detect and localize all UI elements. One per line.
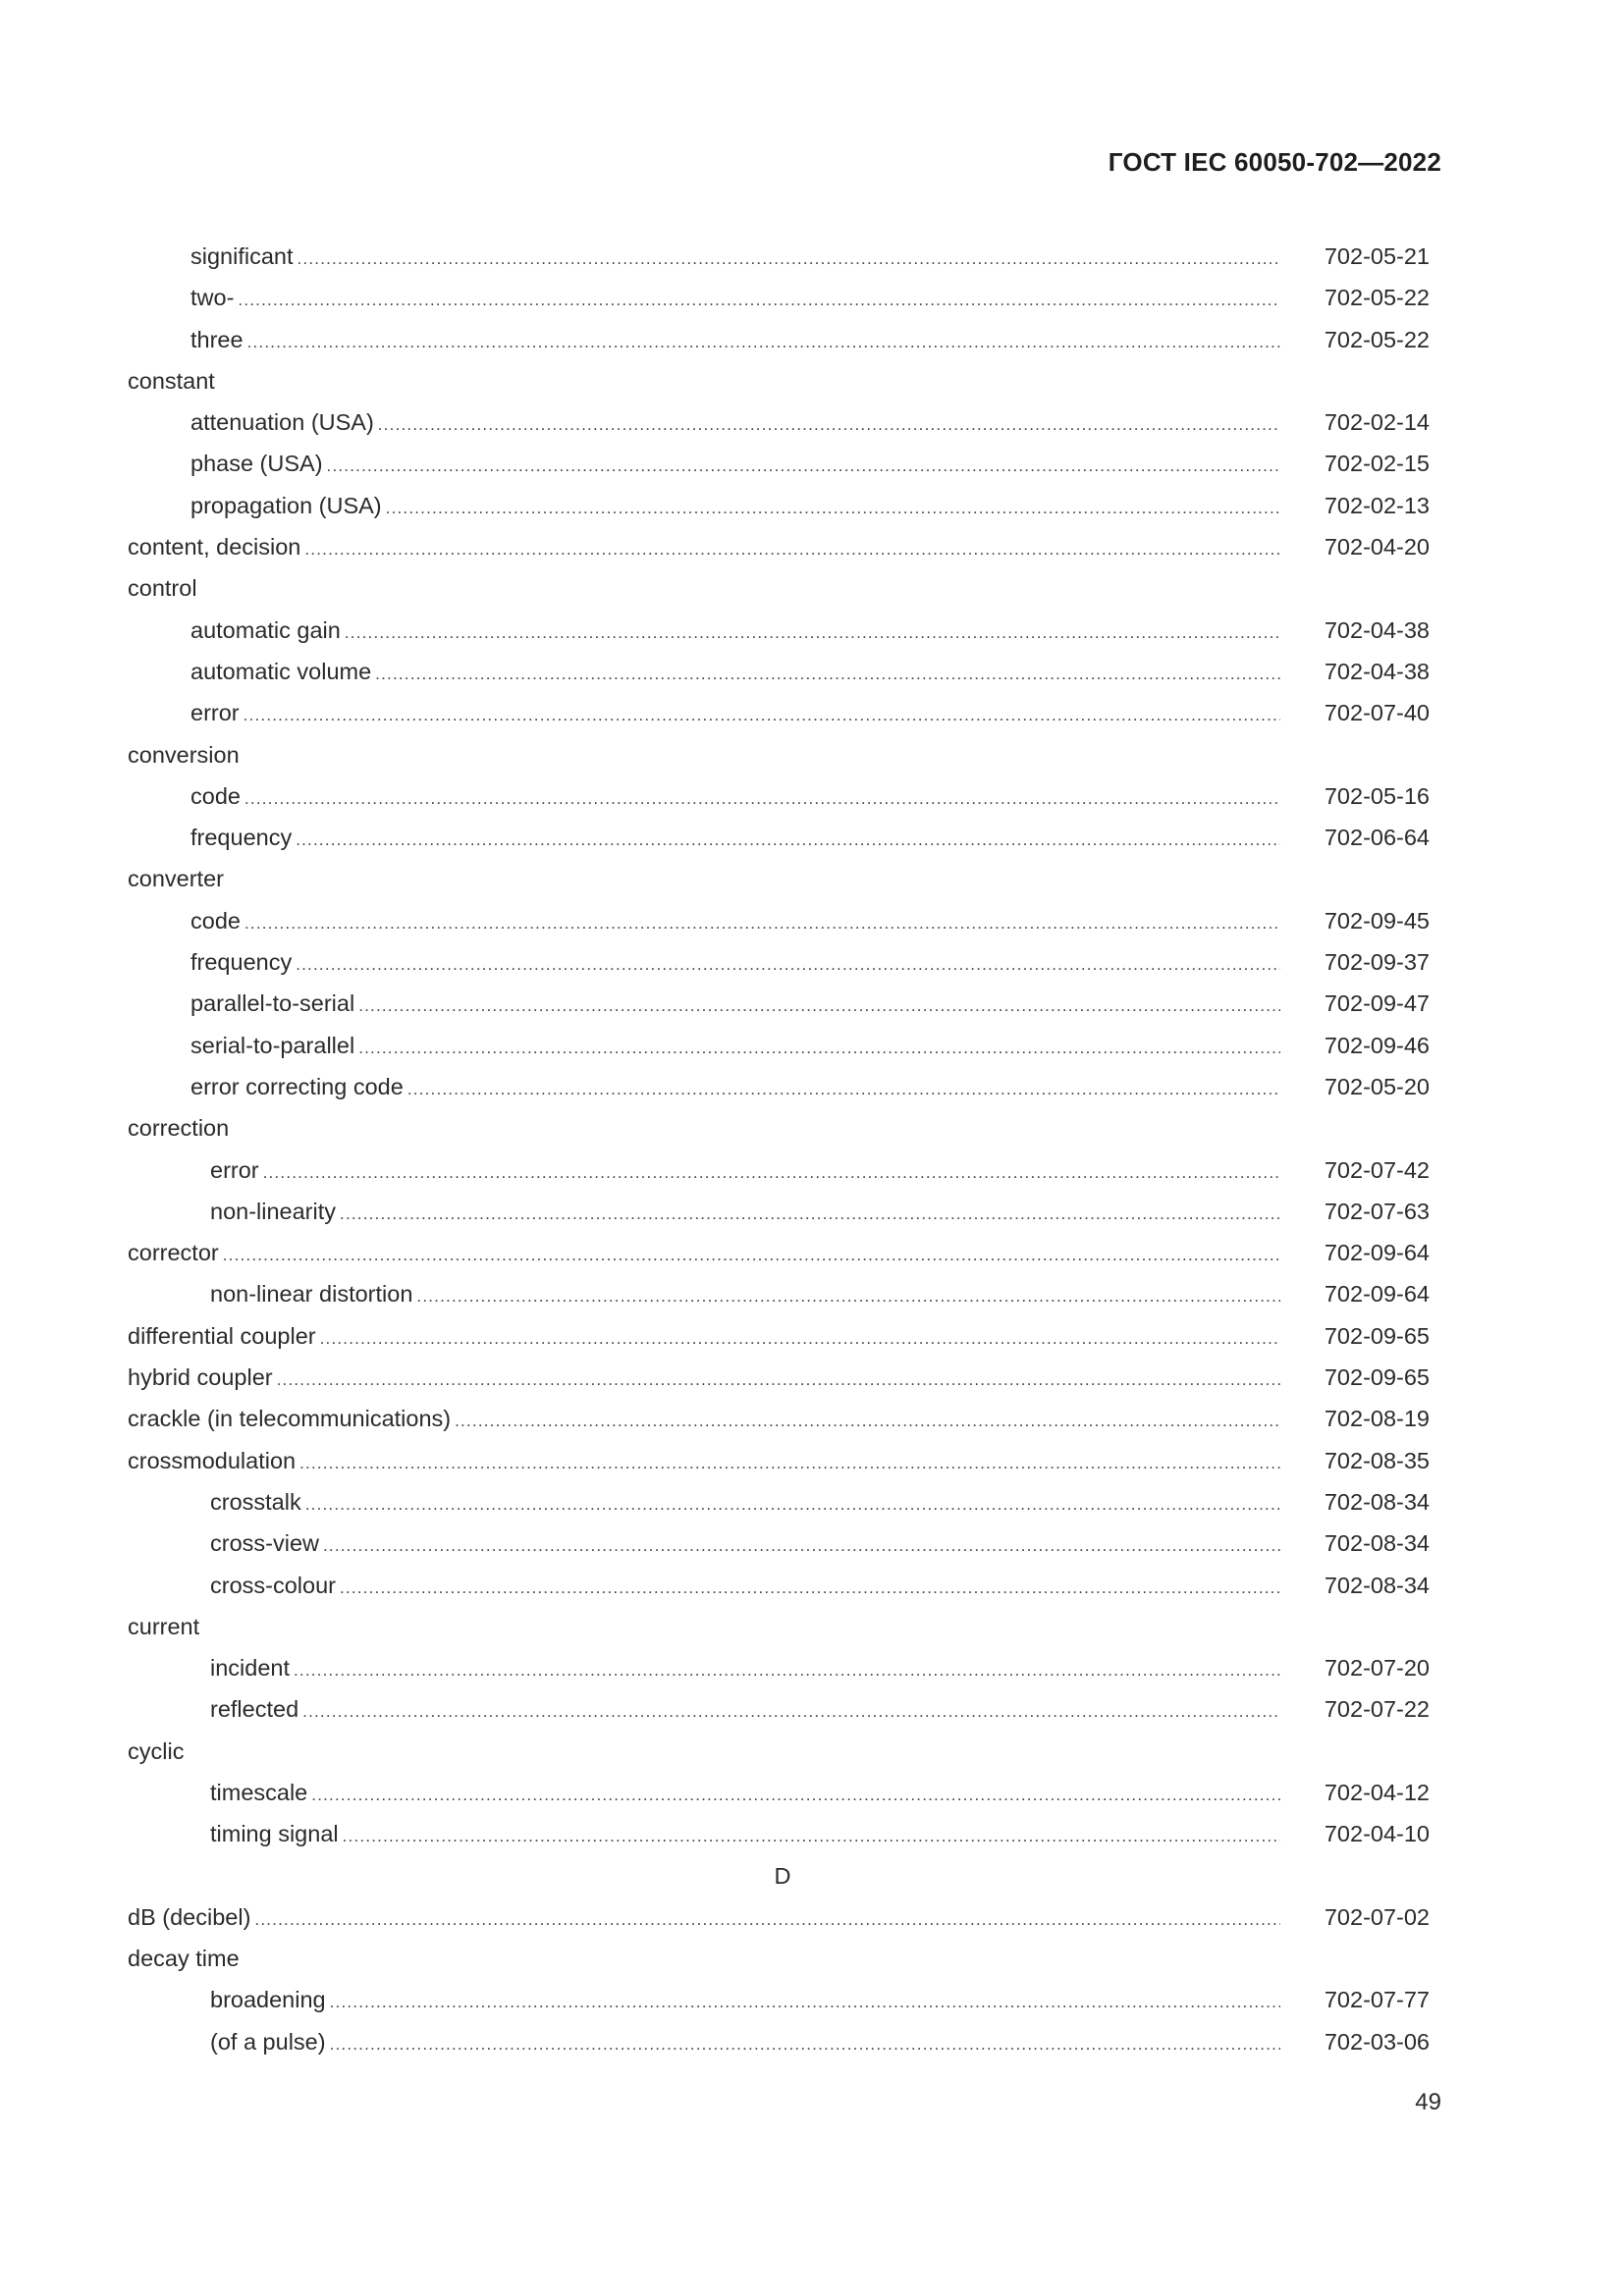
section-letter-label: D (774, 1862, 791, 1889)
section-letter (128, 1855, 1437, 1896)
index-term: frequency (190, 825, 293, 851)
dot-leader (296, 1443, 1280, 1484)
dot-leader (371, 654, 1280, 695)
index-reference: 702-07-20 (1324, 1655, 1430, 1682)
index-term: correction (128, 1115, 230, 1142)
index-entry (128, 1481, 1437, 1522)
index-term: parallel-to-serial (190, 990, 355, 1017)
dot-leader (404, 1069, 1280, 1110)
index-term: corrector (128, 1240, 219, 1266)
index-term: converter (128, 866, 224, 892)
index-entry (128, 1315, 1437, 1357)
dot-leader (451, 1401, 1280, 1442)
index-term: control (128, 575, 197, 602)
index-entry (128, 567, 1437, 609)
index-term: serial-to-parallel (190, 1032, 355, 1058)
index-reference: 702-07-63 (1324, 1198, 1430, 1224)
index-entry (128, 1813, 1437, 1854)
dot-leader (354, 986, 1280, 1027)
dot-leader (316, 1318, 1280, 1360)
index-reference: 702-05-22 (1324, 285, 1430, 311)
index-reference: 702-08-19 (1324, 1406, 1430, 1432)
dot-leader (292, 820, 1280, 861)
index-entry (128, 1979, 1437, 2020)
index-reference: 702-08-34 (1324, 1530, 1430, 1557)
index-term: crackle (in telecommunications) (128, 1406, 452, 1432)
dot-leader (336, 1194, 1280, 1235)
index-term: two- (190, 285, 235, 311)
index-entry (128, 236, 1437, 277)
index-entry (128, 485, 1437, 526)
dot-leader (240, 695, 1280, 736)
index-reference: 702-07-22 (1324, 1696, 1430, 1723)
dot-leader (250, 1899, 1280, 1941)
index-reference: 702-08-34 (1324, 1488, 1430, 1515)
index-term: non-linear distortion (210, 1281, 413, 1308)
dot-leader (382, 488, 1280, 529)
dot-leader (294, 239, 1281, 280)
index-term: conversion (128, 741, 240, 768)
index-reference: 702-06-64 (1324, 825, 1430, 851)
index-reference: 702-04-10 (1324, 1821, 1430, 1847)
index-term: decay time (128, 1946, 240, 1972)
index-entry (128, 526, 1437, 567)
dot-leader (301, 1484, 1280, 1525)
index-term: cyclic (128, 1737, 185, 1764)
dot-leader (339, 1816, 1280, 1857)
dot-leader (412, 1276, 1280, 1317)
index-term: significant (190, 243, 294, 269)
index-entry (128, 319, 1437, 360)
index-entry (128, 1606, 1437, 1647)
index-entry (128, 651, 1437, 692)
index-term: error (210, 1156, 259, 1183)
index-reference: 702-08-35 (1324, 1447, 1430, 1473)
index-entry (128, 1440, 1437, 1481)
index-entry (128, 1938, 1437, 1979)
index-reference: 702-04-20 (1324, 534, 1430, 561)
index-reference: 702-04-38 (1324, 616, 1430, 643)
index-reference: 702-09-64 (1324, 1240, 1430, 1266)
index-reference: 702-04-38 (1324, 658, 1430, 684)
index-reference: 702-02-13 (1324, 492, 1430, 518)
dot-leader (326, 1982, 1280, 2023)
dot-leader (259, 1152, 1280, 1194)
index-entry (128, 817, 1437, 858)
index-entry (128, 1688, 1437, 1730)
index-entry (128, 1232, 1437, 1273)
dot-leader (307, 1775, 1280, 1816)
index-entry (128, 692, 1437, 733)
index-entry (128, 1357, 1437, 1398)
index-term: differential coupler (128, 1322, 316, 1349)
index-term: (of a pulse) (210, 2028, 326, 2055)
index-term: reflected (210, 1696, 299, 1723)
dot-leader (290, 1650, 1280, 1691)
index-term: error (190, 700, 240, 726)
dot-leader (273, 1360, 1280, 1401)
index-reference: 702-09-65 (1324, 1364, 1430, 1391)
index-entry (128, 1025, 1437, 1066)
index-reference: 702-05-22 (1324, 326, 1430, 352)
index-term: automatic volume (190, 658, 372, 684)
index-term: cross-view (210, 1530, 319, 1557)
index-term: current (128, 1613, 200, 1639)
index-entry (128, 1273, 1437, 1314)
index-reference: 702-07-02 (1324, 1903, 1430, 1930)
dot-leader (234, 280, 1280, 321)
index-entry (128, 941, 1437, 983)
index-entry (128, 401, 1437, 443)
index-term: attenuation (USA) (190, 409, 374, 436)
index-entry (128, 610, 1437, 651)
index-term: automatic gain (190, 616, 341, 643)
dot-leader (341, 613, 1280, 654)
index-reference: 702-08-34 (1324, 1572, 1430, 1598)
index-term: content, decision (128, 534, 301, 561)
index-reference: 702-05-21 (1324, 243, 1430, 269)
index-entry (128, 360, 1437, 401)
index-reference: 702-07-42 (1324, 1156, 1430, 1183)
index-entry (128, 734, 1437, 775)
index-entry (128, 1565, 1437, 1606)
index-term: three (190, 326, 244, 352)
dot-leader (354, 1028, 1280, 1069)
index-term: timescale (210, 1779, 308, 1805)
index-reference: 702-07-40 (1324, 700, 1430, 726)
index-reference: 702-03-06 (1324, 2028, 1430, 2055)
index-entry (128, 277, 1437, 318)
index-reference: 702-09-46 (1324, 1032, 1430, 1058)
index-term: timing signal (210, 1821, 339, 1847)
dot-leader (374, 404, 1280, 446)
dot-leader (336, 1568, 1280, 1609)
dot-leader (241, 903, 1280, 944)
index-reference: 702-05-16 (1324, 782, 1430, 809)
index-entry (128, 775, 1437, 817)
index-term: broadening (210, 1987, 326, 2013)
index-term: propagation (USA) (190, 492, 382, 518)
index-term: crossmodulation (128, 1447, 297, 1473)
index-term: phase (USA) (190, 451, 323, 477)
index-entry (128, 1066, 1437, 1107)
index-entry (128, 1107, 1437, 1148)
index-entry (128, 1647, 1437, 1688)
dot-leader (298, 1691, 1280, 1733)
index-entry (128, 1522, 1437, 1564)
index-reference: 702-09-65 (1324, 1322, 1430, 1349)
dot-leader (319, 1525, 1280, 1567)
index-reference: 702-09-64 (1324, 1281, 1430, 1308)
index-term: error correcting code (190, 1073, 404, 1099)
dot-leader (244, 322, 1280, 363)
page-header-title: ГОСТ IEC 60050-702—2022 (1108, 147, 1441, 177)
index-term: code (190, 782, 241, 809)
page-number: 49 (1415, 2089, 1441, 2115)
index-entry (128, 1896, 1437, 1938)
index-reference: 702-02-14 (1324, 409, 1430, 436)
dot-leader (326, 2024, 1280, 2065)
index-reference: 702-09-45 (1324, 907, 1430, 934)
index-term: hybrid coupler (128, 1364, 273, 1391)
index-entry (128, 1731, 1437, 1772)
index-entry (128, 443, 1437, 484)
dot-leader (219, 1235, 1280, 1276)
index-entry (128, 1772, 1437, 1813)
index-entry (128, 1191, 1437, 1232)
index-reference: 702-05-20 (1324, 1073, 1430, 1099)
index-entry (128, 900, 1437, 941)
dot-leader (292, 944, 1280, 986)
dot-leader (300, 529, 1280, 570)
index-entry (128, 2021, 1437, 2062)
alphabetical-index (128, 236, 1437, 2062)
index-term: code (190, 907, 241, 934)
index-reference: 702-02-15 (1324, 451, 1430, 477)
index-term: dB (decibel) (128, 1903, 251, 1930)
index-term: constant (128, 367, 215, 394)
dot-leader (241, 778, 1280, 820)
index-term: incident (210, 1655, 290, 1682)
dot-leader (323, 446, 1280, 487)
index-reference: 702-04-12 (1324, 1779, 1430, 1805)
index-reference: 702-09-37 (1324, 949, 1430, 976)
index-entry (128, 858, 1437, 899)
index-term: crosstalk (210, 1488, 301, 1515)
index-term: cross-colour (210, 1572, 336, 1598)
index-reference: 702-07-77 (1324, 1987, 1430, 2013)
index-reference: 702-09-47 (1324, 990, 1430, 1017)
index-term: non-linearity (210, 1198, 337, 1224)
index-term: frequency (190, 949, 293, 976)
index-entry (128, 983, 1437, 1024)
index-entry (128, 1149, 1437, 1191)
index-entry (128, 1398, 1437, 1439)
